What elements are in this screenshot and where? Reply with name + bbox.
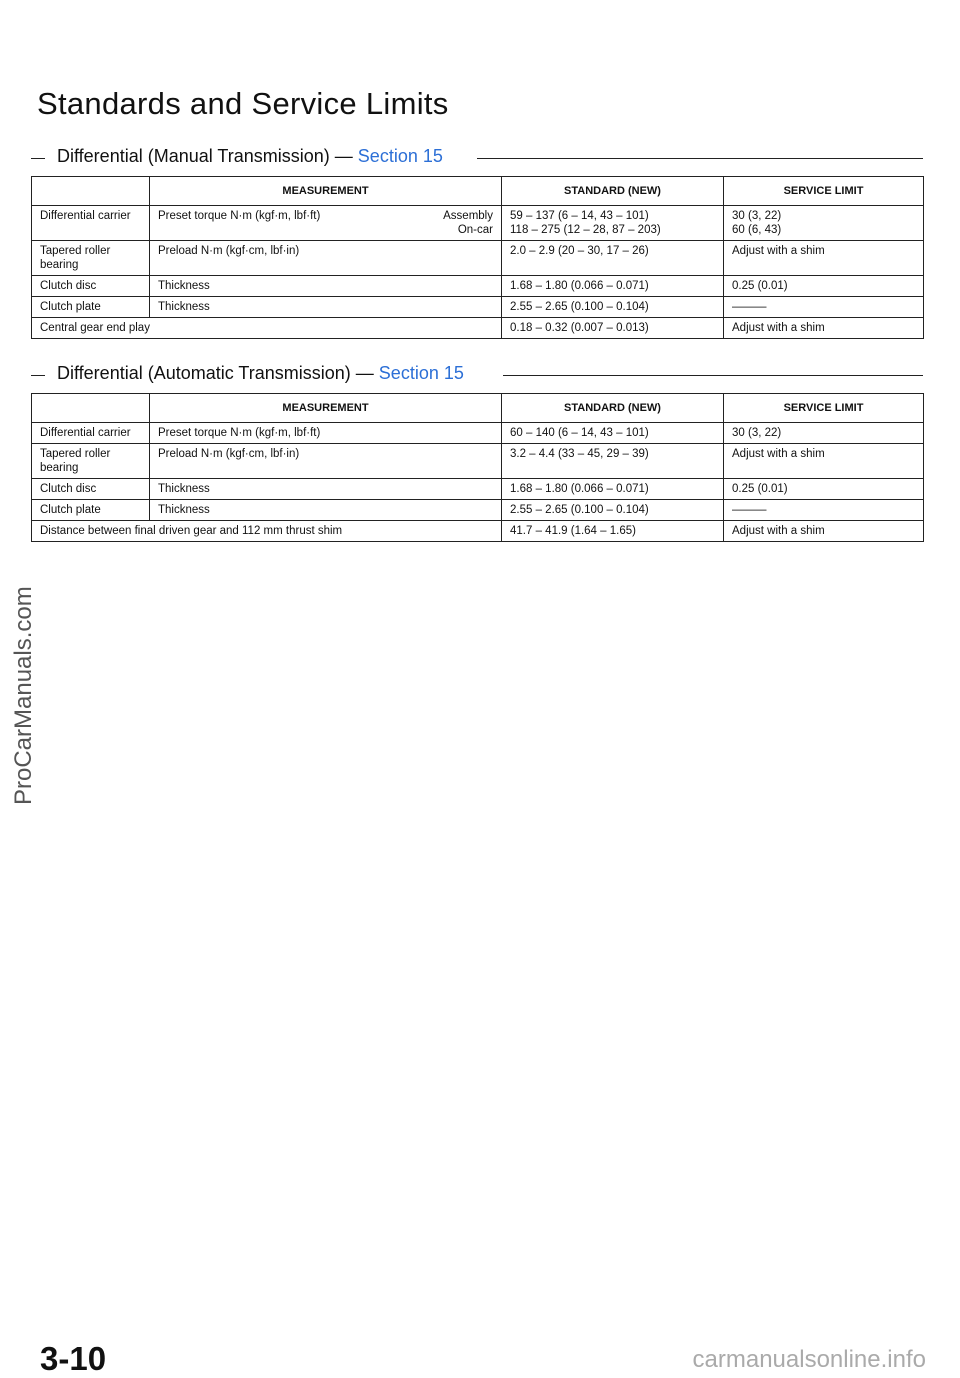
measurement-cell: Thickness (150, 276, 502, 297)
table-row (32, 444, 924, 479)
header-standard: STANDARD (NEW) (502, 177, 724, 206)
watermark-text: ProCarManuals.com (10, 586, 37, 805)
standard-cell: 2.55 – 2.65 (0.100 – 0.104) (502, 500, 724, 521)
item-cell: Distance between final driven gear and 112 mm thrust shim (32, 521, 502, 542)
item-cell: Clutch disc (32, 479, 150, 500)
table-header-row (32, 177, 924, 206)
heading-rule-left (31, 158, 45, 159)
table-row (32, 479, 924, 500)
item-cell: Tapered roller bearing (32, 444, 150, 479)
limit-cell: 0.25 (0.01) (724, 479, 924, 500)
section-link[interactable]: Section 15 (378, 363, 464, 383)
measurement-text: Preset torque N·m (kgf·m, lbf·ft) (158, 210, 321, 222)
header-service-limit: SERVICE LIMIT (724, 394, 924, 423)
limit-cell: ——— (724, 297, 924, 318)
limit-cell: Adjust with a shim (724, 318, 924, 339)
standard-cell: 1.68 – 1.80 (0.066 – 0.071) (502, 276, 724, 297)
measurement-cell (150, 206, 502, 241)
standard-cell: 41.7 – 41.9 (1.64 – 1.65) (502, 521, 724, 542)
footer-link[interactable]: carmanualsonline.info (692, 1346, 926, 1373)
item-cell: Differential carrier (32, 206, 150, 241)
measurement-cell: Preload N·m (kgf·cm, lbf·in) (150, 241, 502, 276)
limit-cell: Adjust with a shim (724, 444, 924, 479)
measurement-cell: Thickness (150, 479, 502, 500)
section-heading-label: Differential (Automatic Transmission) — (57, 363, 374, 383)
measurement-cell: Thickness (150, 297, 502, 318)
limit-cell: 30 (3, 22) 60 (6, 43) (724, 206, 924, 241)
table-row (32, 276, 924, 297)
heading-rule-left (31, 375, 45, 376)
section-heading-text (53, 146, 447, 167)
item-cell: Tapered roller bearing (32, 241, 150, 276)
section-heading (31, 363, 923, 387)
automatic-transmission-section (31, 363, 923, 563)
section-link[interactable]: Section 15 (357, 146, 443, 166)
limit-cell: 0.25 (0.01) (724, 276, 924, 297)
measurement-cell: Preload N·m (kgf·cm, lbf·in) (150, 444, 502, 479)
section-heading-text (53, 363, 468, 384)
limit-cell: Adjust with a shim (724, 241, 924, 276)
standard-cell: 59 – 137 (6 – 14, 43 – 101) 118 – 275 (12 – 28, 87 – 203) (502, 206, 724, 241)
table-row (32, 297, 924, 318)
limit-cell: Adjust with a shim (724, 521, 924, 542)
table-header-row (32, 394, 924, 423)
manual-transmission-section (31, 146, 923, 346)
section-heading (31, 146, 923, 170)
standard-cell: 3.2 – 4.4 (33 – 45, 29 – 39) (502, 444, 724, 479)
item-cell: Central gear end play (32, 318, 502, 339)
spec-table (31, 176, 924, 339)
page-title: Standards and Service Limits (37, 86, 449, 121)
header-item (32, 394, 150, 423)
header-measurement: MEASUREMENT (150, 394, 502, 423)
standard-cell: 2.0 – 2.9 (20 – 30, 17 – 26) (502, 241, 724, 276)
table-row (32, 318, 924, 339)
standard-cell: 0.18 – 0.32 (0.007 – 0.013) (502, 318, 724, 339)
table-row (32, 206, 924, 241)
table-row (32, 500, 924, 521)
measurement-cell: Thickness (150, 500, 502, 521)
section-heading-label: Differential (Manual Transmission) — (57, 146, 353, 166)
spec-table (31, 393, 924, 542)
standard-cell: 2.55 – 2.65 (0.100 – 0.104) (502, 297, 724, 318)
limit-cell: ——— (724, 500, 924, 521)
limit-cell: 30 (3, 22) (724, 423, 924, 444)
standard-cell: 60 – 140 (6 – 14, 43 – 101) (502, 423, 724, 444)
heading-rule-right (477, 158, 923, 159)
table-row (32, 521, 924, 542)
standard-cell: 1.68 – 1.80 (0.066 – 0.071) (502, 479, 724, 500)
heading-rule-right (503, 375, 923, 376)
item-cell: Clutch disc (32, 276, 150, 297)
condition-text: Assembly On-car (443, 210, 493, 236)
table-row (32, 423, 924, 444)
table-row (32, 241, 924, 276)
page-number: 3-10 (40, 1340, 107, 1377)
item-cell: Clutch plate (32, 297, 150, 318)
header-standard: STANDARD (NEW) (502, 394, 724, 423)
header-service-limit: SERVICE LIMIT (724, 177, 924, 206)
measurement-cell: Preset torque N·m (kgf·m, lbf·ft) (150, 423, 502, 444)
item-cell: Clutch plate (32, 500, 150, 521)
header-measurement: MEASUREMENT (150, 177, 502, 206)
item-cell: Differential carrier (32, 423, 150, 444)
header-item (32, 177, 150, 206)
